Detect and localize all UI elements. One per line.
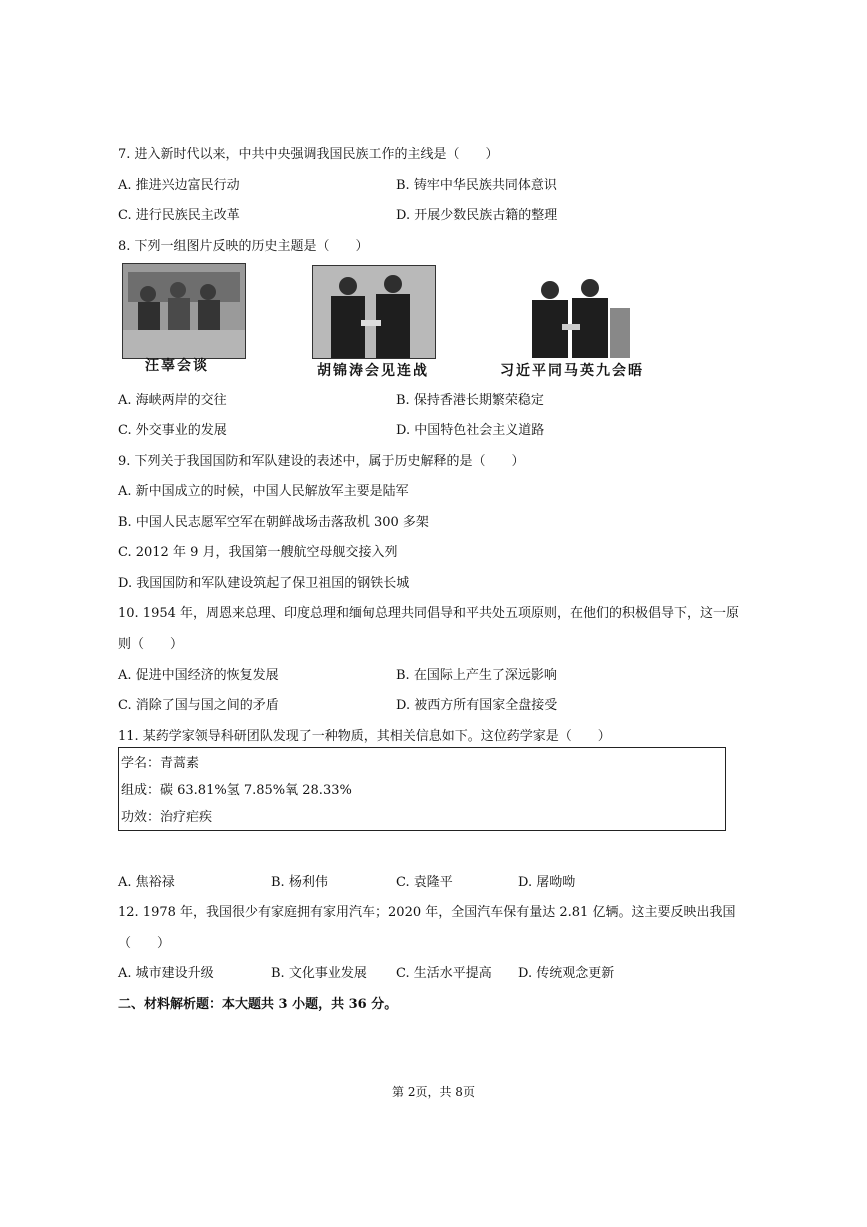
q7-option-d: D. 开展少数民族古籍的整理 [396,208,558,223]
q10-option-c: C. 消除了国与国之间的矛盾 [118,698,279,713]
photo-caption-3: 习近平同马英九会晤 [500,363,644,379]
q12-option-b: B. 文化事业发展 [271,966,367,981]
q10-option-b: B. 在国际上产生了深远影响 [396,668,557,683]
q7-stem: 7. 进入新时代以来，中共中央强调我国民族工作的主线是（ ） [118,147,499,162]
q11-option-a: A. 焦裕禄 [118,875,175,890]
q8-stem: 8. 下列一组图片反映的历史主题是（ ） [118,239,369,254]
q11-option-d: D. 屠呦呦 [518,875,576,890]
artemisinin-info-box [118,747,726,831]
photo-caption-1: 汪辜会谈 [145,358,209,374]
section-2-heading: 二、材料解析题：本大题共 3 小题，共 36 分。 [118,997,398,1012]
q9-option-c: C. 2012 年 9 月，我国第一艘航空母舰交接入列 [118,545,398,560]
photo-wang-gu-talks [122,263,246,359]
info-name: 学名：青蒿素 [121,756,200,771]
q12-option-d: D. 传统观念更新 [518,966,615,981]
photo-xi-ma-meeting [520,268,630,358]
q7-option-c: C. 进行民族民主改革 [118,208,240,223]
q10-option-d: D. 被西方所有国家全盘接受 [396,698,558,713]
q12-stem-line1: 12. 1978 年，我国很少有家庭拥有家用汽车；2020 年，全国汽车保有量达 2.81 亿辆。这主要反映出我国 [118,905,736,920]
q8-option-c: C. 外交事业的发展 [118,423,227,438]
q9-option-a: A. 新中国成立的时候，中国人民解放军主要是陆军 [118,484,409,499]
q9-option-b: B. 中国人民志愿军空军在朝鲜战场击落敌机 300 多架 [118,515,429,530]
q12-stem-line2: （ ） [118,936,171,951]
q8-option-a: A. 海峡两岸的交往 [118,393,227,408]
page-footer: 第 2页，共 8页 [392,1085,475,1099]
q8-option-b: B. 保持香港长期繁荣稳定 [396,393,544,408]
q8-option-d: D. 中国特色社会主义道路 [396,423,545,438]
q7-option-b: B. 铸牢中华民族共同体意识 [396,178,557,193]
q12-option-a: A. 城市建设升级 [118,966,214,981]
photo-hu-lian-meeting [312,265,436,359]
q10-stem-line1: 10. 1954 年，周恩来总理、印度总理和缅甸总理共同倡导和平共处五项原则，在他们的积极倡导下，这一原 [118,606,740,621]
q11-option-c: C. 袁隆平 [396,875,453,890]
info-effect: 功效：治疗疟疾 [121,810,213,825]
q11-option-b: B. 杨利伟 [271,875,328,890]
q10-stem-line2: 则（ ） [118,637,184,652]
q9-stem: 9. 下列关于我国国防和军队建设的表述中，属于历史解释的是（ ） [118,454,525,469]
photo-caption-2: 胡锦涛会见连战 [317,363,429,379]
info-composition: 组成：碳 63.81%氢 7.85%氧 28.33% [121,783,352,798]
q9-option-d: D. 我国国防和军队建设筑起了保卫祖国的钢铁长城 [118,576,410,591]
q11-stem: 11. 某药学家领导科研团队发现了一种物质，其相关信息如下。这位药学家是（ ） [118,729,611,744]
q10-option-a: A. 促进中国经济的恢复发展 [118,668,279,683]
q12-option-c: C. 生活水平提高 [396,966,492,981]
q7-option-a: A. 推进兴边富民行动 [118,178,240,193]
